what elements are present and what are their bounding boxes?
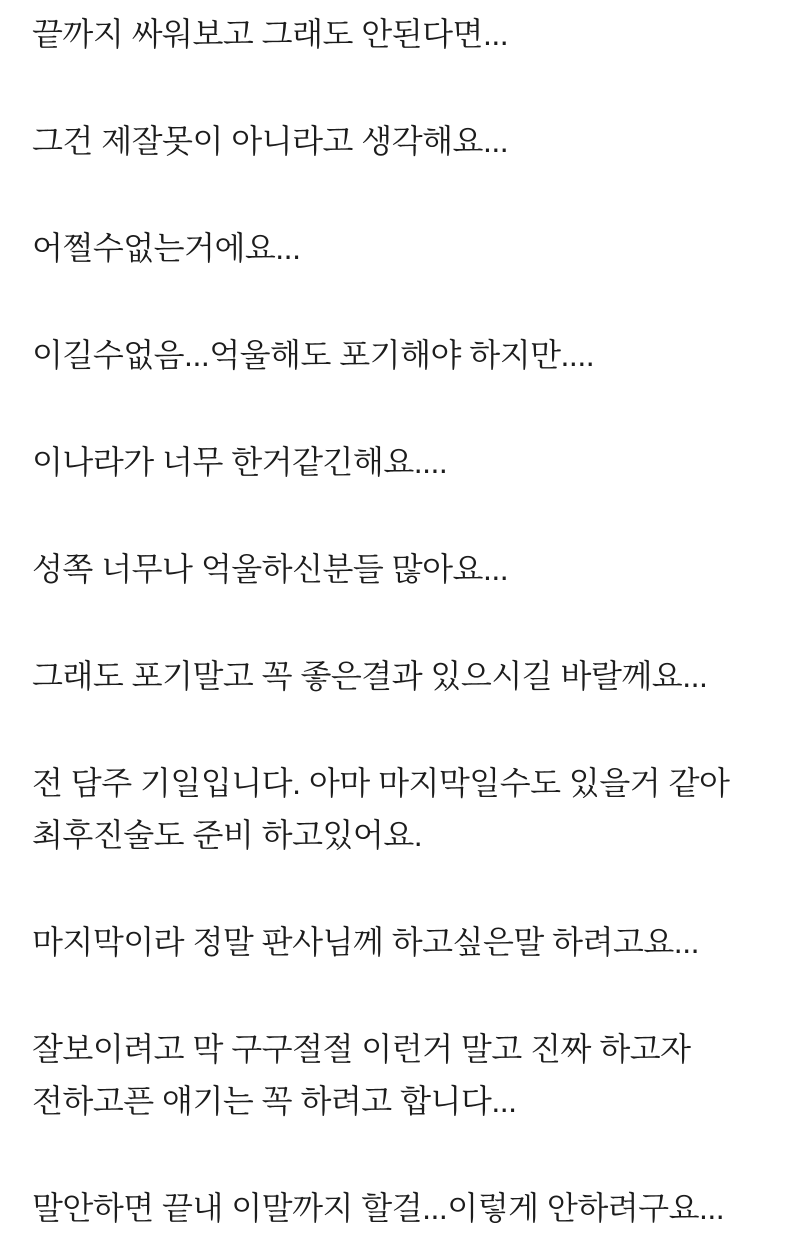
post-paragraph: 어쩔수없는거에요... bbox=[32, 230, 301, 266]
post-paragraph: 성쪽 너무나 억울하신분들 많아요... bbox=[32, 551, 509, 587]
post-paragraph: 전 담주 기일입니다. 아마 마지막일수도 있을거 같아 최후진술도 준비 하고있어요. bbox=[32, 765, 730, 853]
post-paragraph: 끝까지 싸워보고 그래도 안된다면... bbox=[32, 16, 509, 52]
post-paragraph: 말안하면 끝내 이말까지 할걸...이렇게 안하려구요... bbox=[32, 1190, 725, 1226]
post-paragraph: 이나라가 너무 한거같긴해요.... bbox=[32, 444, 448, 480]
post-paragraph: 마지막이라 정말 판사님께 하고싶은말 하려고요... bbox=[32, 924, 699, 960]
post-paragraph: 그래도 포기말고 꼭 좋은결과 있으시길 바랄께요... bbox=[32, 658, 708, 694]
post-paragraph: 이길수없음...억울해도 포기해야 하지만.... bbox=[32, 337, 595, 373]
post-paragraph: 잘보이려고 막 구구절절 이런거 말고 진짜 하고자 전하고픈 얘기는 꼭 하려고 합니다... bbox=[32, 1031, 691, 1119]
post-paragraph: 그건 제잘못이 아니라고 생각해요... bbox=[32, 123, 509, 159]
